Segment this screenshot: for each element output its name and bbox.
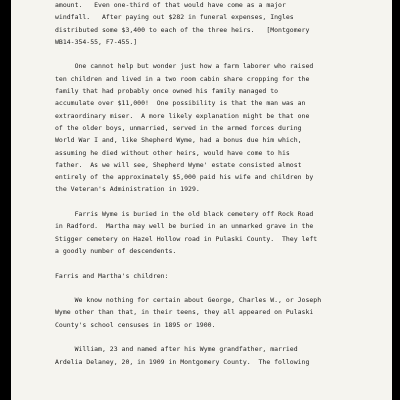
text-line: in Radford. Martha may well be buried in an unmarked grave in the <box>55 222 314 231</box>
text-line: family that had probably once owned his family managed to <box>55 87 279 96</box>
text-line: World War I and, like Shepherd Wyme, had a bonus due him which, <box>55 136 302 145</box>
text-line: the Veteran's Administration in 1929. <box>55 185 200 194</box>
text-line: We know nothing for certain about George, Charles W., or Joseph <box>55 296 322 305</box>
text-line: Ardelia Delaney, 20, in 1909 in Montgomery County. The following <box>55 357 310 366</box>
text-line: distributed some $3,400 to each of the three heirs. [Montgomery <box>55 25 310 34</box>
text-line: assuming he died without other heirs, would have come to his <box>55 148 290 157</box>
document-body <box>55 0 381 368</box>
text-line: windfall. After paying out $282 in funeral expenses, Ingles <box>55 13 294 22</box>
document-page <box>11 0 392 400</box>
text-line: Farris Wyme is buried in the old black cemetery off Rock Road <box>55 210 314 219</box>
text-line: ten children and lived in a two room cabin share cropping for the <box>55 74 310 83</box>
paragraph-speculation <box>55 60 381 195</box>
paragraph-sons-census <box>55 294 381 331</box>
text-line: accumulate over $11,000! One possibility is that the man was an <box>55 99 306 108</box>
text-line: entirely of the approximately $5,000 paid his wife and children by <box>55 173 314 182</box>
text-line: father. As we will see, Shepherd Wyme' estate consisted almost <box>55 160 302 169</box>
paragraph-gap <box>55 331 381 343</box>
paragraph-gap <box>55 48 381 60</box>
text-line: a goodly number of descendents. <box>55 246 177 255</box>
text-line: William, 23 and named after his Wyme grandfather, married <box>55 345 298 354</box>
paragraph-william <box>55 343 381 368</box>
section-heading-children <box>55 270 381 282</box>
text-line: of the older boys, unmarried, served in the armed forces during <box>55 123 302 132</box>
text-line: Stigger cemetery on Hazel Hollow road in Pulaski County. They left <box>55 234 318 243</box>
text-line: County's school censuses in 1895 or 1900. <box>55 320 216 329</box>
paragraph-gap <box>55 257 381 269</box>
text-line: Wyme other than that, in their teens, they all appeared on Pulaski <box>55 308 314 317</box>
paragraph-burial <box>55 208 381 257</box>
text-line: Farris and Martha's children: <box>55 271 169 280</box>
text-line: extraordinary miser. A more likely explanation might be that one <box>55 111 310 120</box>
paragraph-gap <box>55 282 381 294</box>
paragraph-gap <box>55 196 381 208</box>
paragraph-estate-distribution <box>55 0 381 48</box>
text-line: WB14-354-55, F7-455.] <box>55 37 138 46</box>
text-line: amount. Even one-third of that would have come as a major <box>55 1 286 9</box>
text-line: One cannot help but wonder just how a farm laborer who raised <box>55 62 314 71</box>
